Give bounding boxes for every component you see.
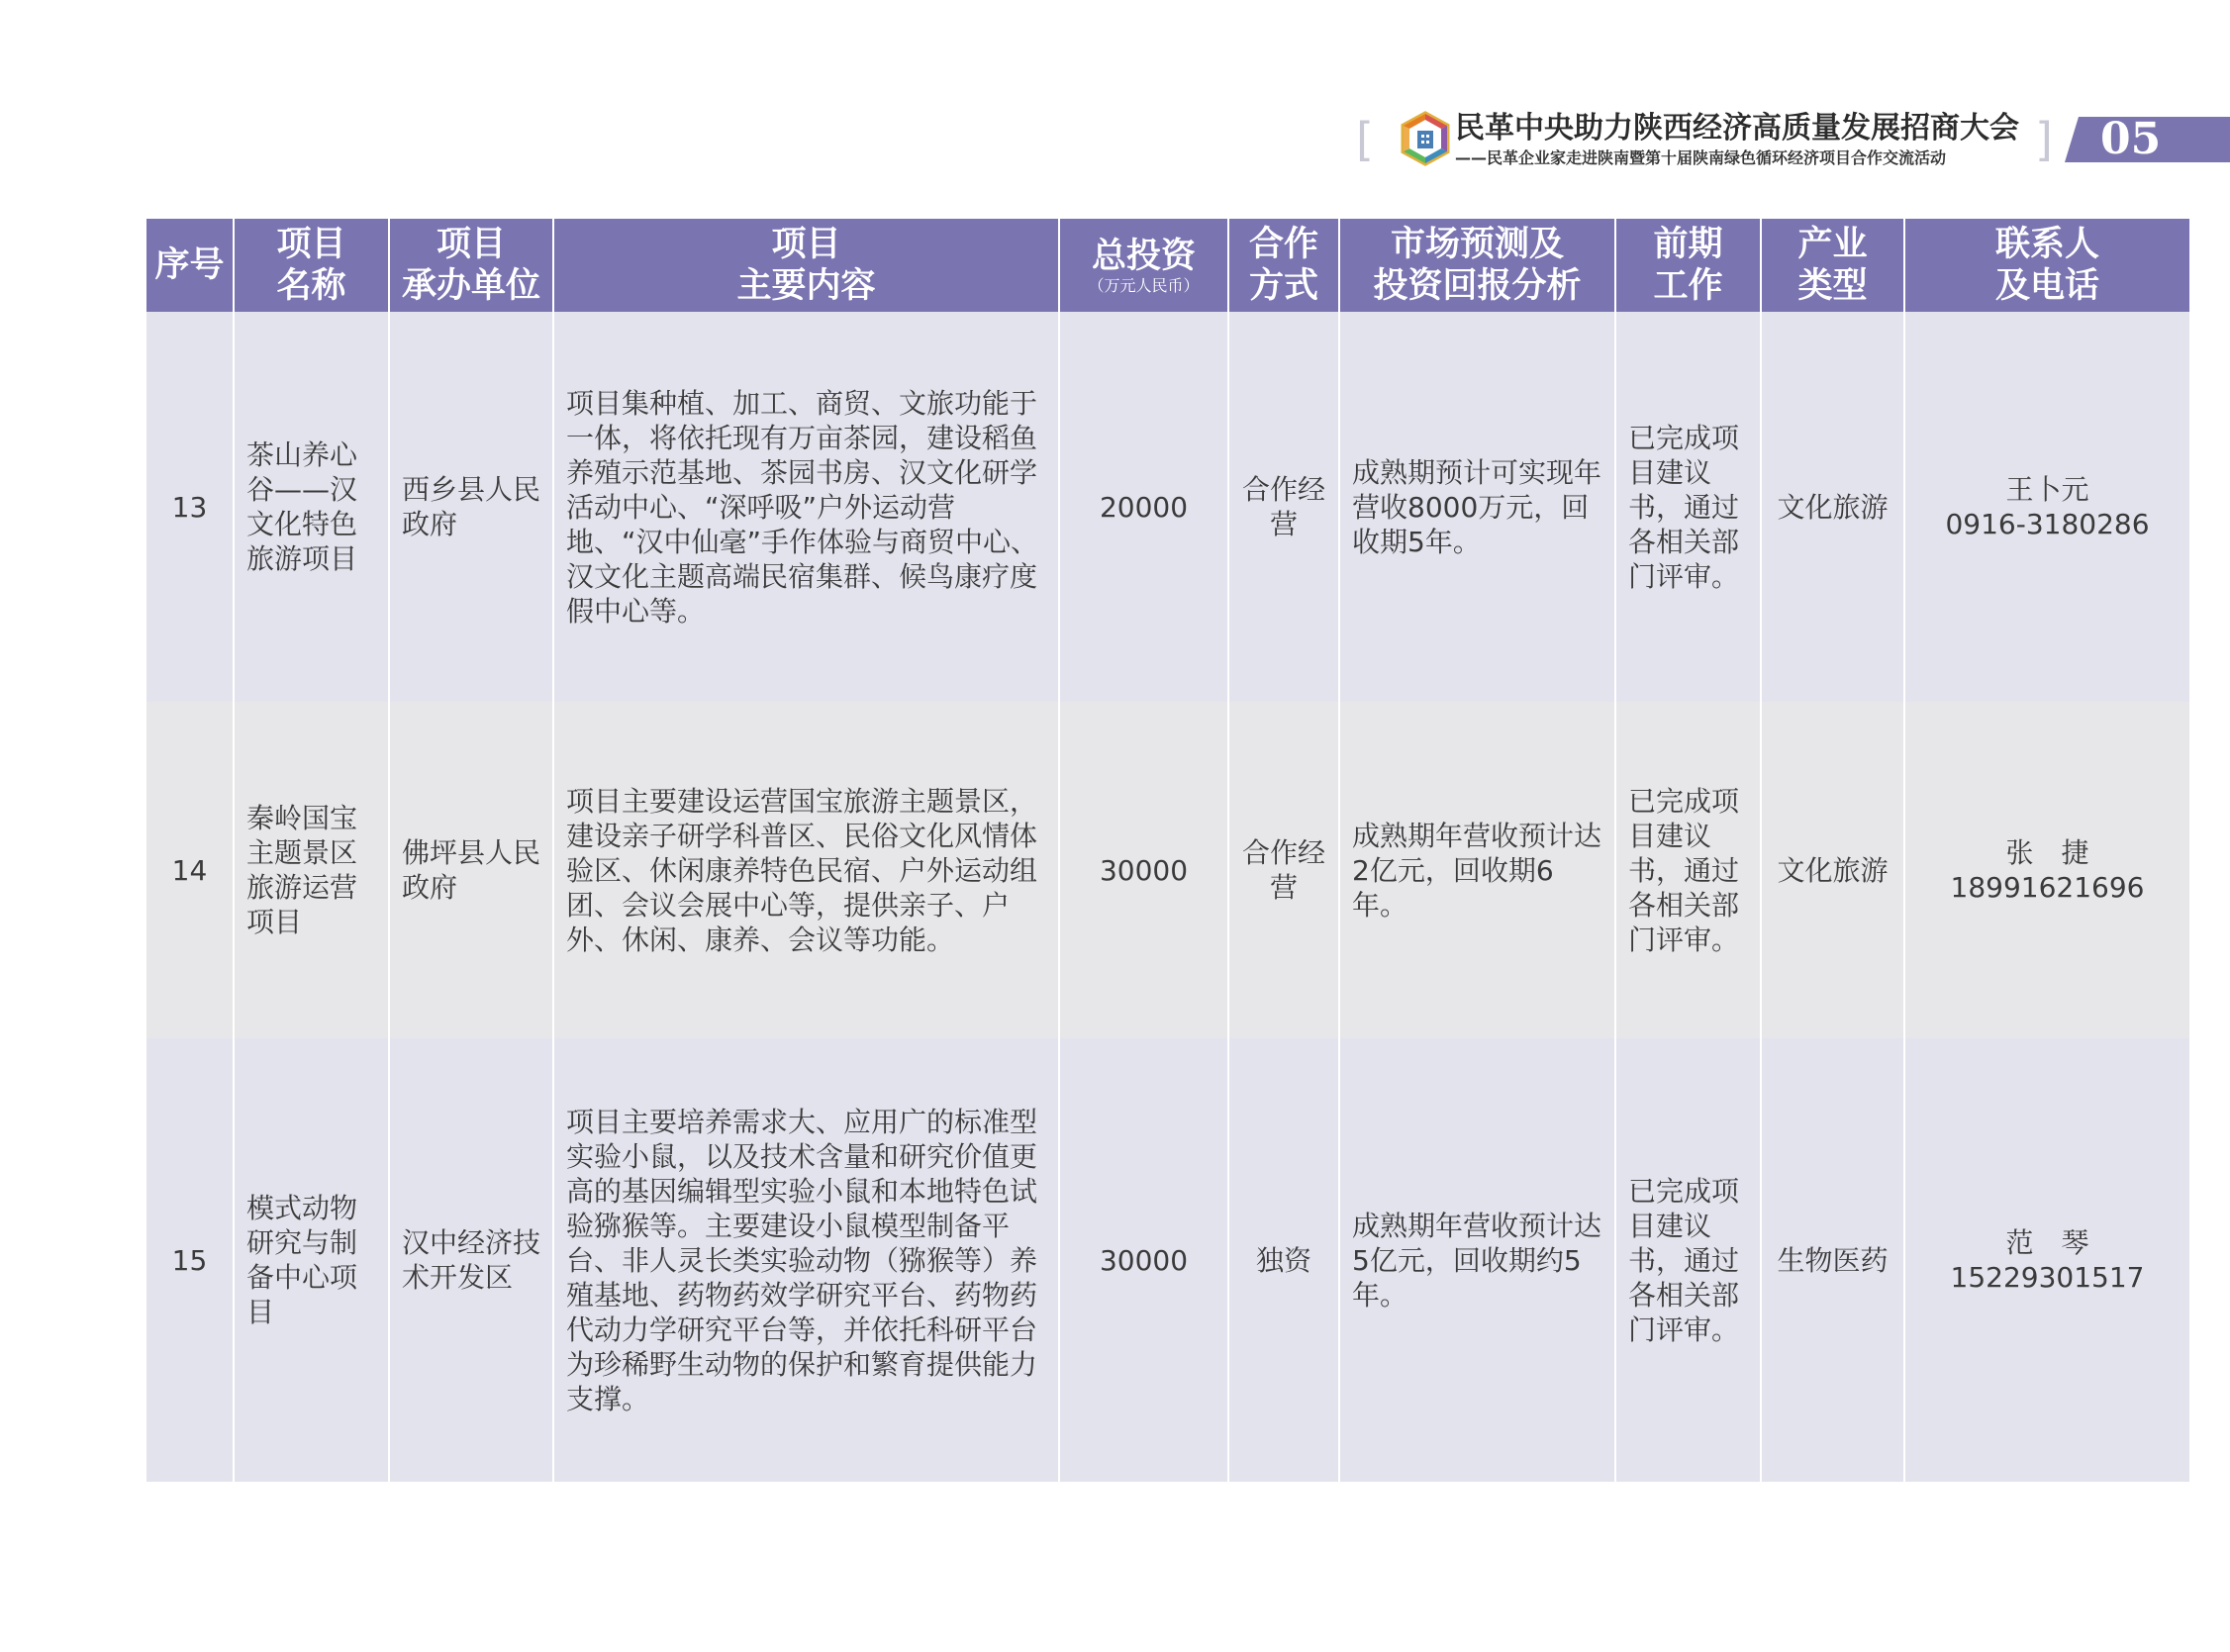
table-row — [146, 702, 2189, 1038]
row-number: 14 — [146, 702, 234, 1038]
page-number: 05 — [2100, 114, 2162, 164]
contact-phone: 18991621696 — [1950, 871, 2145, 904]
preliminary-work: 已完成项目建议书，通过各相关部门评审。 — [1615, 702, 1761, 1038]
host-unit: 西乡县人民政府 — [389, 312, 553, 702]
industry-type: 文化旅游 — [1761, 312, 1904, 702]
col-header-no: 序号 — [146, 219, 234, 312]
contact-name: 王卜元 — [2005, 473, 2089, 506]
contact-cell — [1904, 1038, 2189, 1482]
left-bracket-decoration: [ — [1356, 113, 1374, 166]
host-unit: 汉中经济技术开发区 — [389, 1038, 553, 1482]
project-name: 模式动物研究与制备中心项目 — [234, 1038, 389, 1482]
industry-type: 文化旅游 — [1761, 702, 1904, 1038]
col-header-mode: 合作 方式 — [1228, 219, 1339, 312]
conference-logo-icon — [1398, 111, 1453, 166]
cooperation-mode: 独资 — [1228, 1038, 1339, 1482]
total-investment: 30000 — [1059, 702, 1228, 1038]
table-row — [146, 312, 2189, 702]
col-header-prework: 前期 工作 — [1615, 219, 1761, 312]
project-content: 项目主要建设运营国宝旅游主题景区，建设亲子研学科普区、民俗文化风情体验区、休闲康养特色民宿、户外运动组团、会议会展中心等，提供亲子、户外、休闲、康养、会议等功能。 — [553, 702, 1059, 1038]
total-investment: 30000 — [1059, 1038, 1228, 1482]
cooperation-mode: 合作经营 — [1228, 702, 1339, 1038]
project-name: 秦岭国宝主题景区旅游运营项目 — [234, 702, 389, 1038]
header-banner — [1356, 111, 2230, 170]
project-content: 项目集种植、加工、商贸、文旅功能于一体，将依托现有万亩茶园，建设稻鱼养殖示范基地、茶园书房、汉文化研学活动中心、“深呼吸”户外运动营地、“汉中仙毫”手作体验与商贸中心、汉文化主题高端民宿集群、候鸟康疗度假中心等。 — [553, 312, 1059, 702]
right-bracket-decoration: ] — [2035, 113, 2053, 166]
contact-cell — [1904, 312, 2189, 702]
contact-name: 张 捷 — [2005, 836, 2089, 869]
col-header-market: 市场预测及 投资回报分析 — [1339, 219, 1615, 312]
project-table — [146, 219, 2189, 1482]
table-header-row — [146, 219, 2189, 312]
total-investment: 20000 — [1059, 312, 1228, 702]
col-header-name: 项目 名称 — [234, 219, 389, 312]
col-header-contact: 联系人 及电话 — [1904, 219, 2189, 312]
col-header-industry: 产业 类型 — [1761, 219, 1904, 312]
contact-phone: 0916-3180286 — [1945, 508, 2150, 540]
project-name: 茶山养心谷——汉文化特色旅游项目 — [234, 312, 389, 702]
cooperation-mode: 合作经营 — [1228, 312, 1339, 702]
preliminary-work: 已完成项目建议书，通过各相关部门评审。 — [1615, 1038, 1761, 1482]
conference-subtitle: ——民革企业家走进陕南暨第十届陕南绿色循环经济项目合作交流活动 — [1455, 148, 1947, 167]
contact-cell — [1904, 702, 2189, 1038]
contact-phone: 15229301517 — [1950, 1261, 2145, 1294]
conference-title: 民革中央助力陕西经济高质量发展招商大会 — [1455, 111, 2019, 146]
market-analysis: 成熟期年营收预计达5亿元，回收期约5年。 — [1339, 1038, 1615, 1482]
industry-type: 生物医药 — [1761, 1038, 1904, 1482]
table-row — [146, 1038, 2189, 1482]
market-analysis: 成熟期预计可实现年营收8000万元，回收期5年。 — [1339, 312, 1615, 702]
preliminary-work: 已完成项目建议书，通过各相关部门评审。 — [1615, 312, 1761, 702]
page-number-bar — [2065, 114, 2230, 164]
contact-name: 范 琴 — [2005, 1226, 2089, 1259]
project-content: 项目主要培养需求大、应用广的标准型实验小鼠，以及技术含量和研究价值更高的基因编辑型实验小鼠和本地特色试验猕猴等。主要建设小鼠模型制备平台、非人灵长类实验动物（猕猴等）养殖基地、药物药效学研究平台、药物药代动力学研究平台等，并依托科研平台为珍稀野生动物的保护和繁育提供能力支撑。 — [553, 1038, 1059, 1482]
col-header-investment: 总投资 （万元人民币） — [1059, 219, 1228, 312]
market-analysis: 成熟期年营收预计达2亿元，回收期6年。 — [1339, 702, 1615, 1038]
row-number: 15 — [146, 1038, 234, 1482]
row-number: 13 — [146, 312, 234, 702]
col-header-content: 项目 主要内容 — [553, 219, 1059, 312]
col-header-unit: 项目 承办单位 — [389, 219, 553, 312]
host-unit: 佛坪县人民政府 — [389, 702, 553, 1038]
